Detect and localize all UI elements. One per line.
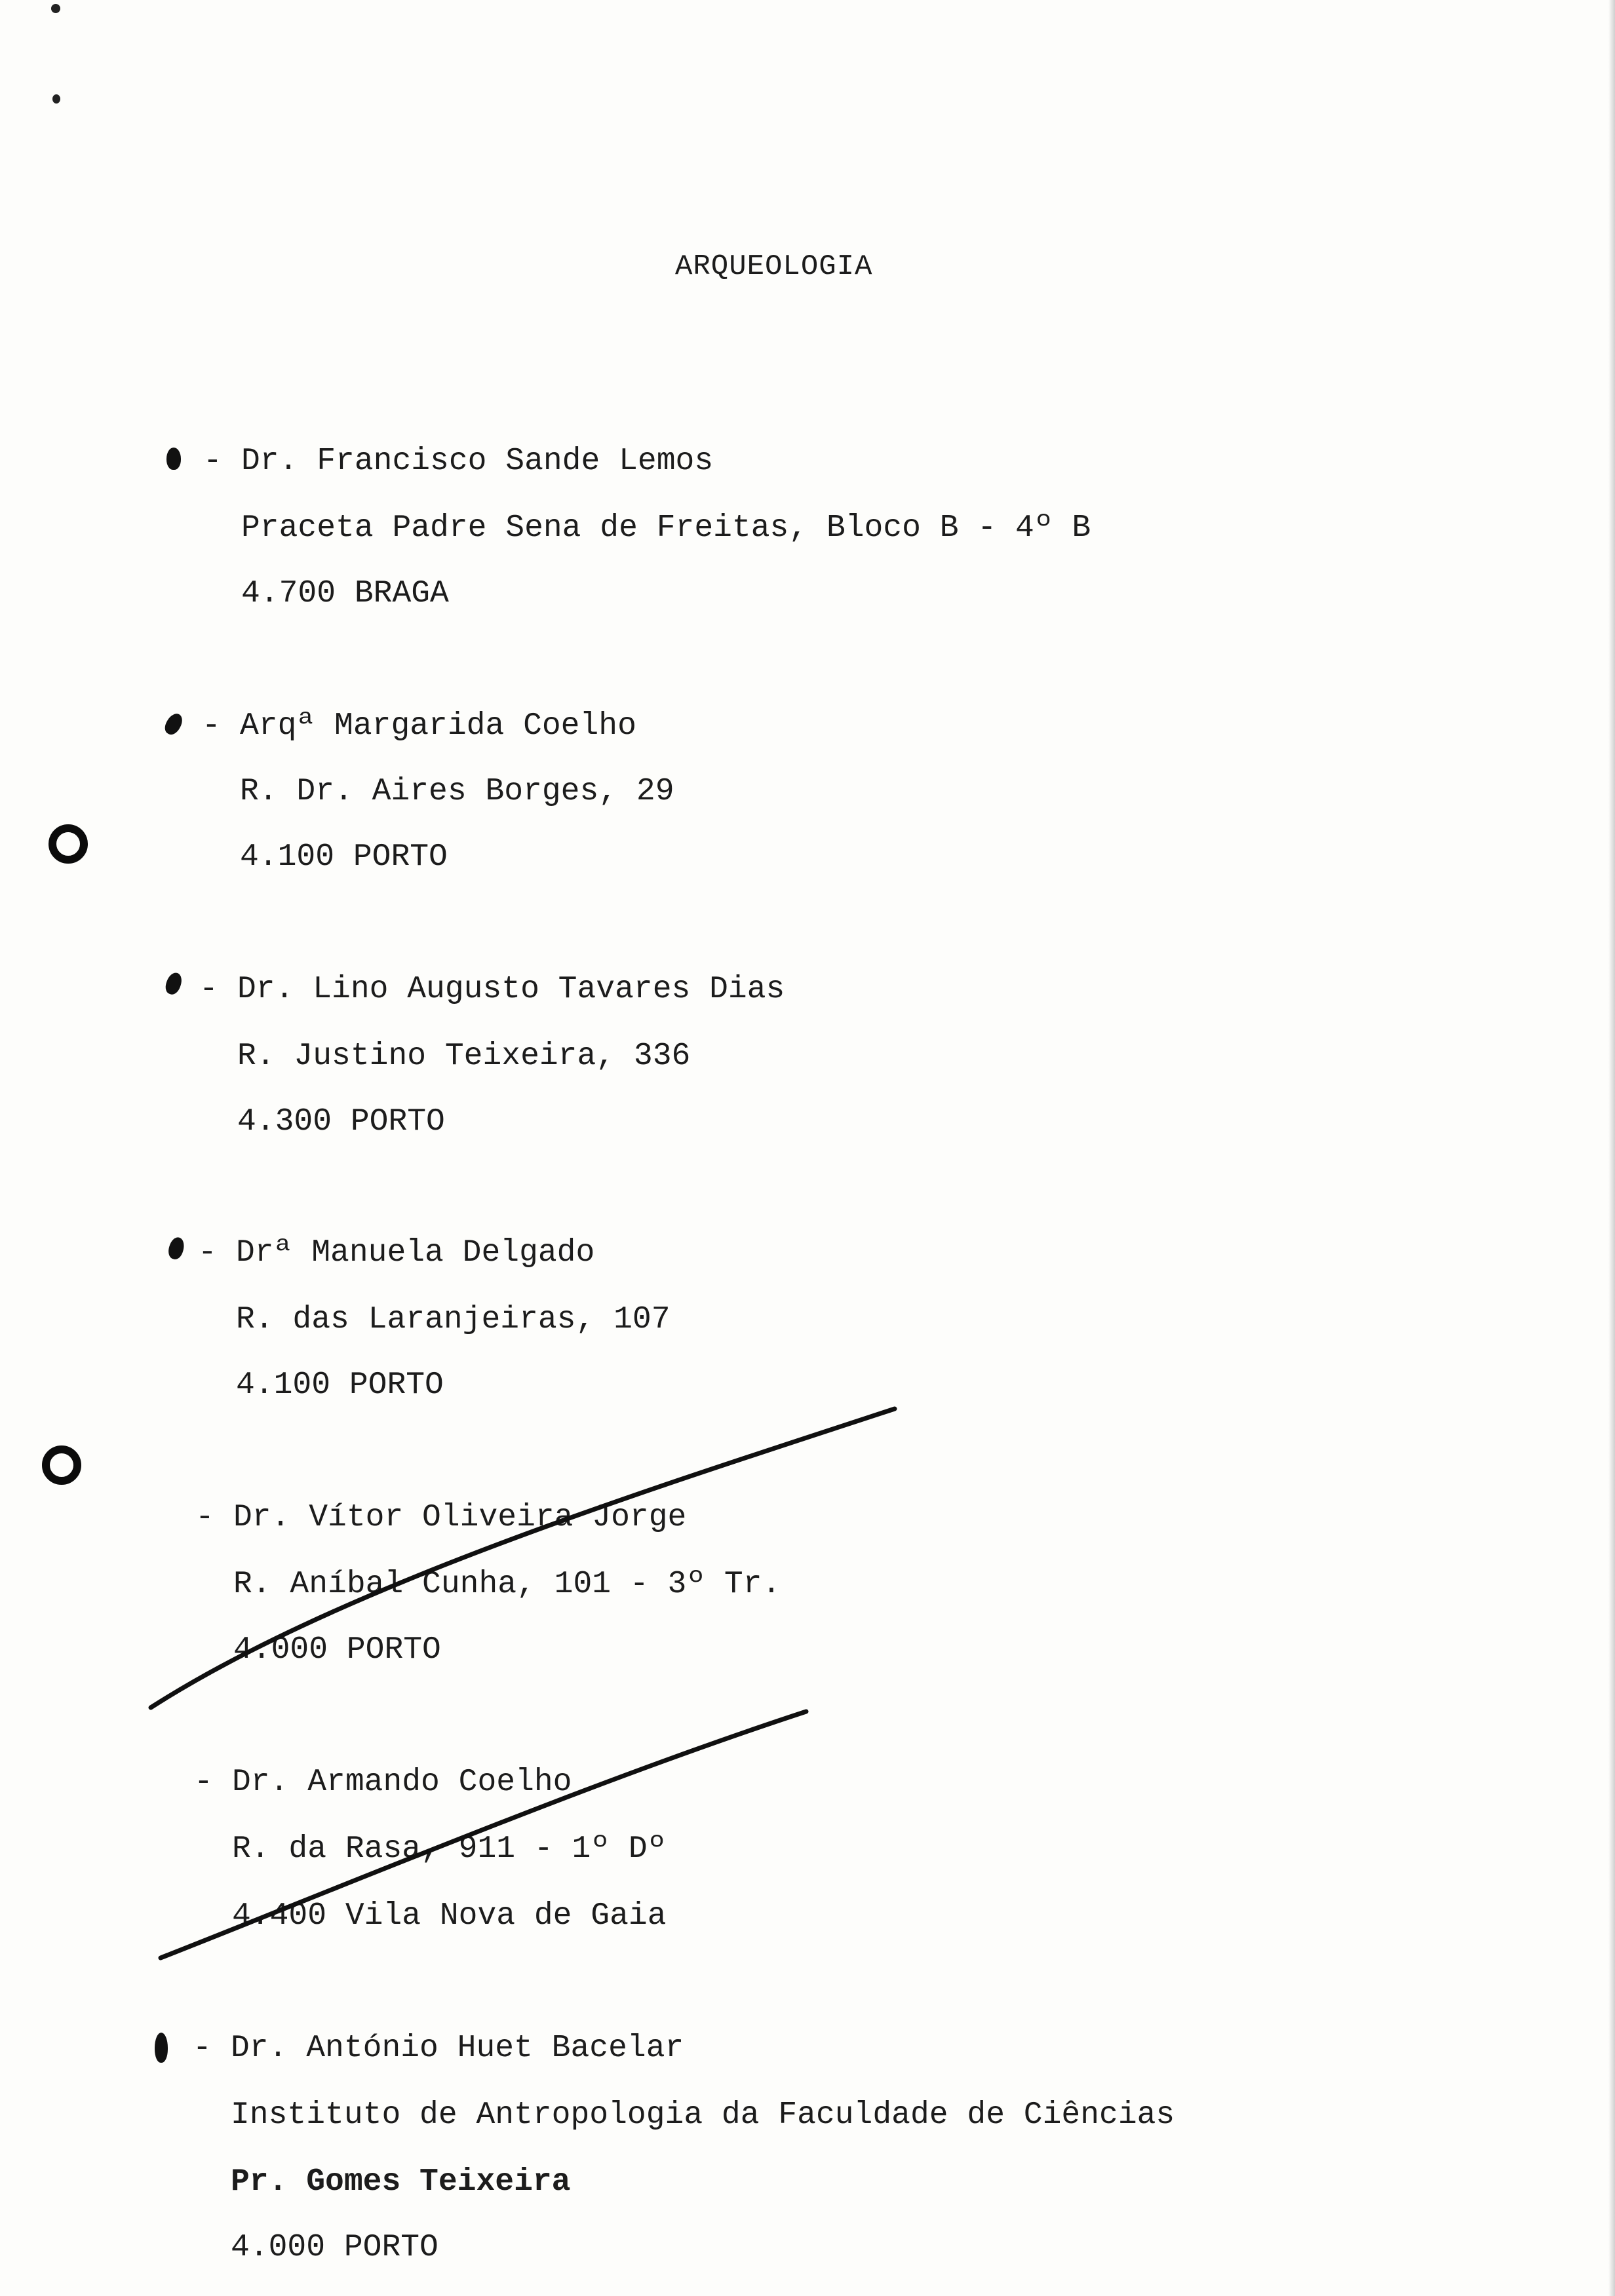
entry-dash: - [202, 708, 221, 744]
entry-name: Drª Manuela Delgado [236, 1235, 595, 1271]
check-mark-icon [162, 711, 185, 737]
punch-hole-bottom [42, 1445, 81, 1485]
punch-hole-top [49, 824, 88, 864]
entry-dash: - [194, 1765, 213, 1800]
entry-city: 4.100 PORTO [236, 1368, 444, 1403]
check-mark-icon [166, 448, 181, 470]
entry-address: R. Justino Teixeira, 336 [237, 1039, 691, 1074]
page-edge [1608, 0, 1615, 2296]
entry-address: R. Aníbal Cunha, 101 - 3º Tr. [233, 1567, 781, 1602]
entry-city: 4.400 Vila Nova de Gaia [232, 1898, 667, 1934]
ink-speck [51, 4, 60, 13]
entry-name: Dr. António Huet Bacelar [231, 2031, 684, 2066]
entry-address: Instituto de Antropologia da Faculdade de Ciências [231, 2097, 1175, 2133]
entry-name: Dr. Vítor Oliveira Jorge [233, 1500, 687, 1535]
entry-city: 4.300 PORTO [237, 1104, 445, 1139]
entry-dash: - [193, 2031, 212, 2066]
entry-name: Dr. Francisco Sande Lemos [241, 444, 714, 479]
entry-dash: - [203, 444, 222, 479]
entry-city: 4.000 PORTO [231, 2230, 438, 2265]
entry-name: Dr. Armando Coelho [232, 1765, 572, 1800]
entry-address-line-2: Pr. Gomes Teixeira [231, 2164, 571, 2200]
entry-city: 4.000 PORTO [233, 1632, 441, 1668]
entry-address: R. Dr. Aires Borges, 29 [240, 774, 674, 809]
entry-address: R. das Laranjeiras, 107 [236, 1302, 671, 1337]
entry-city: 4.100 PORTO [240, 839, 448, 875]
entry-dash: - [195, 1500, 214, 1535]
entry-dash: - [198, 1235, 217, 1271]
page-title: ARQUEOLOGIA [675, 250, 873, 283]
ink-speck [52, 94, 60, 104]
check-mark-icon [166, 1236, 186, 1261]
entry-address: R. da Rasa, 911 - 1º Dº [232, 1831, 667, 1867]
entry-address: Praceta Padre Sena de Freitas, Bloco B - 4º B [241, 510, 1091, 546]
check-mark-icon [155, 2033, 168, 2063]
entry-dash: - [199, 972, 218, 1007]
check-mark-icon [163, 970, 184, 996]
entry-name: Dr. Lino Augusto Tavares Dias [237, 972, 785, 1007]
entry-name: Arqª Margarida Coelho [240, 708, 636, 744]
entry-city: 4.700 BRAGA [241, 576, 449, 611]
